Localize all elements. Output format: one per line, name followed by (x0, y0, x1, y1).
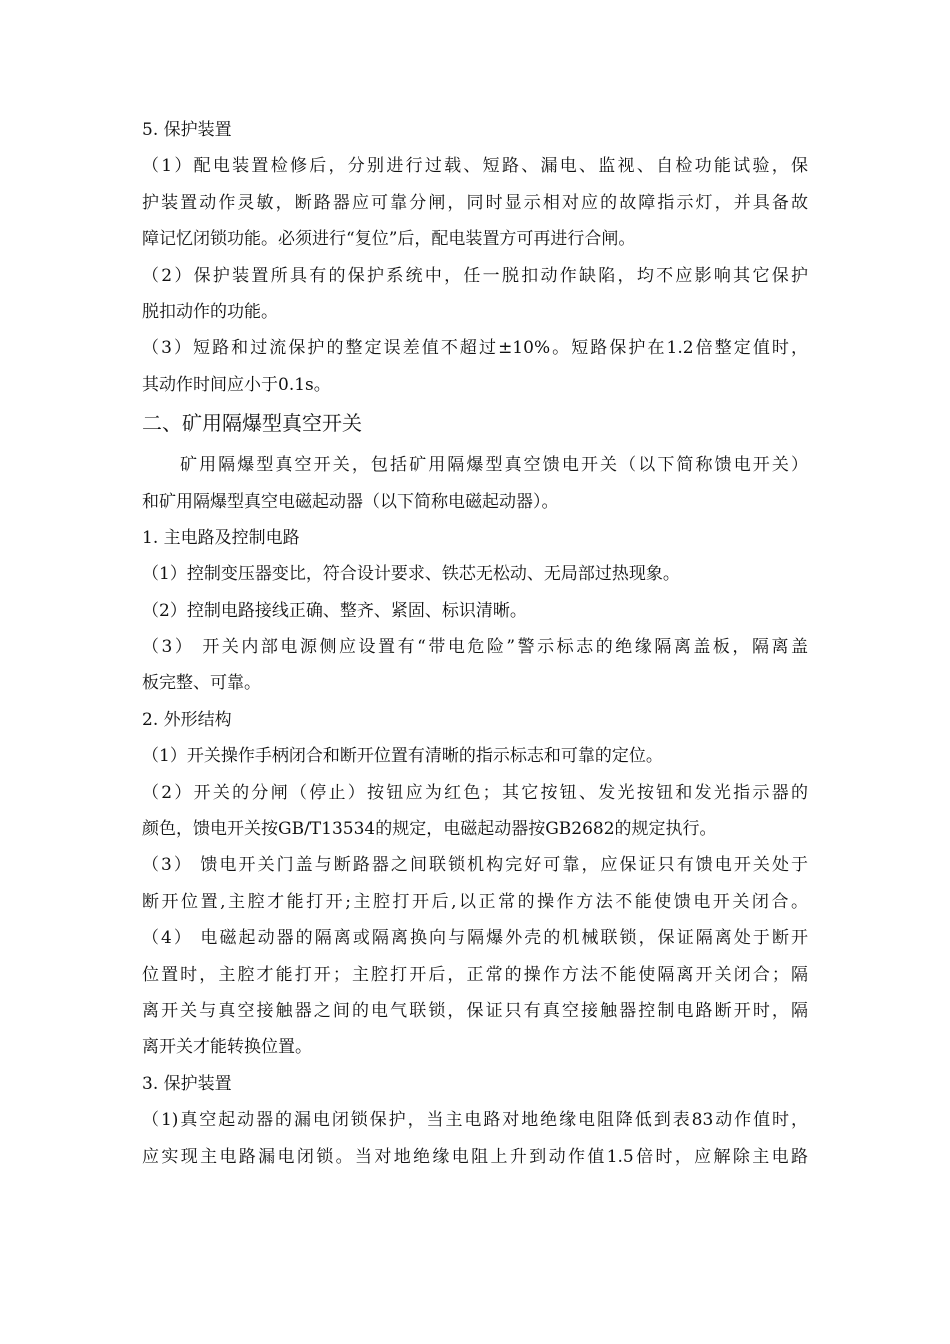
paragraph-line: （4） 电磁起动器的隔离或隔离换向与隔爆外壳的机械联锁，保证隔离处于断开 (142, 928, 808, 949)
paragraph-line: 离开关与真空接触器之间的电气联锁，保证只有真空接触器控制电路断开时，隔 (142, 1000, 808, 1021)
paragraph-line: （2）开关的分闸（停止）按钮应为红色；其它按钮、发光按钮和发光指示器的 (142, 782, 808, 803)
paragraph-line: 其动作时间应小于0.1s。 (142, 374, 331, 395)
paragraph-line: 颜色，馈电开关按GB/T13534的规定，电磁起动器按GB2682的规定执行。 (142, 819, 717, 840)
paragraph-line: （1）控制变压器变比，符合设计要求、铁芯无松动、无局部过热现象。 (142, 564, 680, 585)
paragraph-line: （1)真空起动器的漏电闭锁保护，当主电路对地绝缘电阻降低到表83动作值时， (142, 1110, 808, 1131)
section-heading: 3. 保护装置 (142, 1073, 232, 1094)
paragraph-line: （3）短路和过流保护的整定误差值不超过±10%。短路保护在1.2倍整定值时， (142, 338, 808, 359)
paragraph-line: （3） 馈电开关门盖与断路器之间联锁机构完好可靠，应保证只有馈电开关处于 (142, 855, 808, 876)
section-heading: 1. 主电路及控制电路 (142, 527, 300, 548)
paragraph-line: （1）开关操作手柄闭合和断开位置有清晰的指示标志和可靠的定位。 (142, 746, 663, 767)
paragraph-line: （3） 开关内部电源侧应设置有“带电危险”警示标志的绝缘隔离盖板，隔离盖 (142, 637, 808, 658)
paragraph-line: （2）控制电路接线正确、整齐、紧固、标识清晰。 (142, 600, 527, 621)
paragraph-line: 断开位置,主腔才能打开;主腔打开后,以正常的操作方法不能使馈电开关闭合。 (142, 891, 808, 912)
section-heading: 2. 外形结构 (142, 709, 232, 730)
paragraph-line: （2）保护装置所具有的保护系统中，任一脱扣动作缺陷，均不应影响其它保护 (142, 265, 808, 286)
chapter-heading: 二、矿用隔爆型真空开关 (142, 411, 362, 436)
paragraph-line: （1）配电装置检修后，分别进行过载、短路、漏电、监视、自检功能试验，保 (142, 156, 808, 177)
paragraph-line: 离开关才能转换位置。 (142, 1037, 312, 1058)
paragraph-line: 应实现主电路漏电闭锁。当对地绝缘电阻上升到动作值1.5倍时，应解除主电路 (142, 1146, 808, 1167)
paragraph-line: 脱扣动作的功能。 (142, 301, 278, 322)
paragraph-line: 障记忆闭锁功能。必须进行“复位”后，配电装置方可再进行合闸。 (142, 229, 636, 250)
paragraph-line: 护装置动作灵敏，断路器应可靠分闸，同时显示相对应的故障指示灯，并具备故 (142, 192, 808, 213)
paragraph-line: 和矿用隔爆型真空电磁起动器（以下简称电磁起动器）。 (142, 491, 559, 512)
section-heading: 5. 保护装置 (142, 120, 232, 140)
paragraph-line: 矿用隔爆型真空开关，包括矿用隔爆型真空馈电开关（以下简称馈电开关） (180, 455, 808, 476)
paragraph-line: 板完整、可靠。 (142, 673, 261, 694)
paragraph-line: 位置时，主腔才能打开；主腔打开后，正常的操作方法不能使隔离开关闭合；隔 (142, 964, 808, 985)
